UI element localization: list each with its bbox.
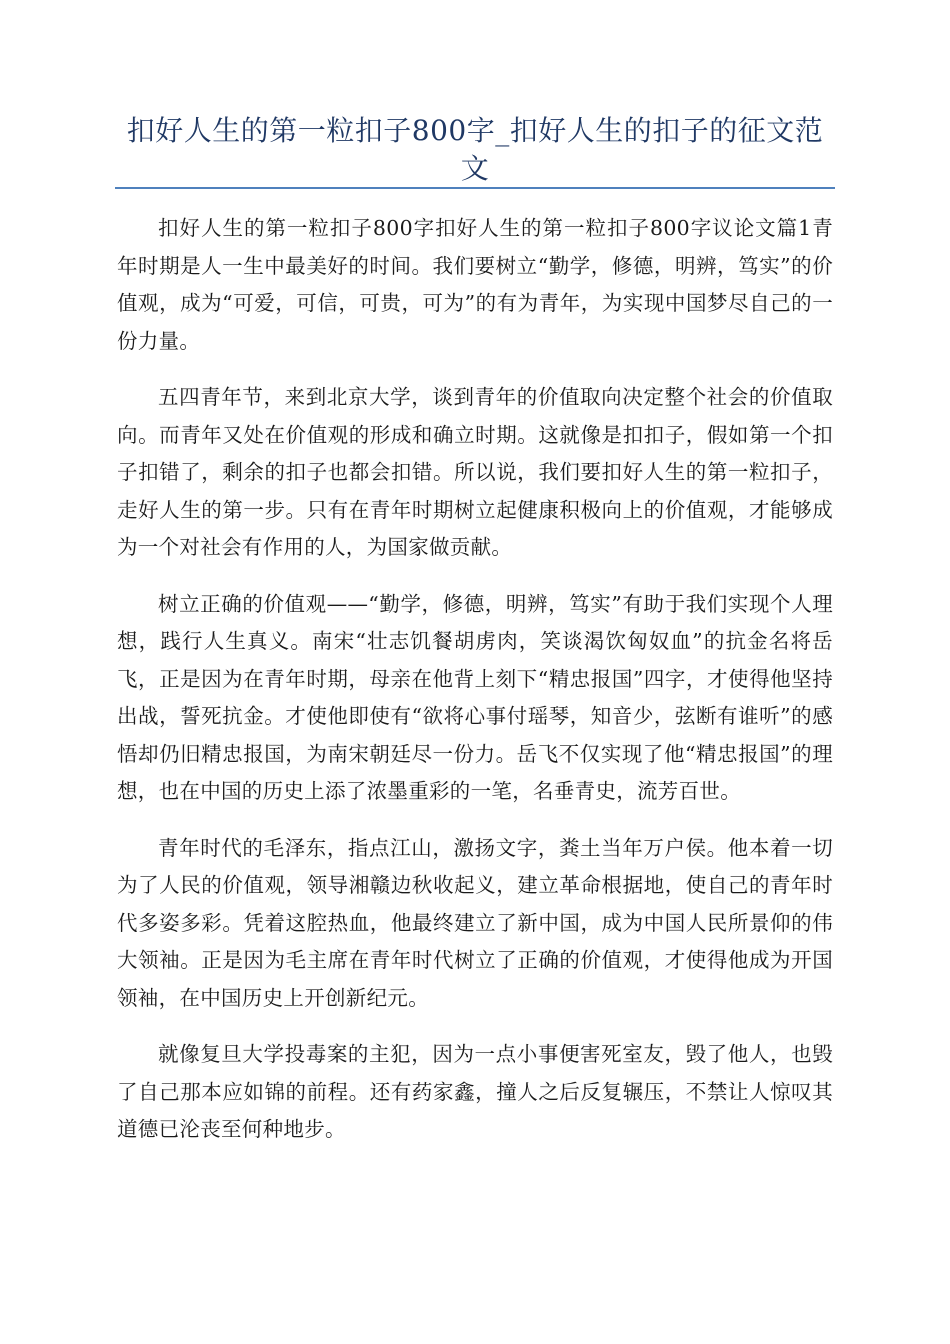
paragraph: 就像复旦大学投毒案的主犯，因为一点小事便害死室友，毁了他人，也毁了自己那本应如锦的前程。还有药家鑫，撞人之后反复辗压，不禁让人惊叹其道德已沦丧至何种地步。 (117, 1042, 833, 1141)
title-underline (115, 187, 835, 189)
paragraph: 扣好人生的第一粒扣子800字扣好人生的第一粒扣子800字议论文篇1青年时期是人一生中最美好的时间。我们要树立“勤学，修德，明辨，笃实”的价值观，成为“可爱，可信，可贵，可为”的有为青年，为实现中国梦尽自己的一份力量。 (117, 216, 833, 353)
document-body (117, 210, 833, 1168)
paragraph: 树立正确的价值观——“勤学，修德，明辨，笃实”有助于我们实现个人理想，践行人生真义。南宋“壮志饥餐胡虏肉，笑谈渴饮匈奴血”的抗金名将岳飞，正是因为在青年时期，母亲在他背上刻下“精忠报国”四字，才使得他坚持出战，誓死抗金。才使他即使有“欲将心事付瑶琴，知音少，弦断有谁听”的感悟却仍旧精忠报国，为南宋朝廷尽一份力。岳飞不仅实现了他“精忠报国”的理想，也在中国的历史上添了浓墨重彩的一笔，名垂青史，流芳百世。 (117, 591, 833, 803)
paragraph: 青年时代的毛泽东，指点江山，激扬文字，粪土当年万户侯。他本着一切为了人民的价值观，领导湘赣边秋收起义，建立革命根据地，使自己的青年时代多姿多彩。凭着这腔热血，他最终建立了新中国，成为中国人民所景仰的伟大领袖。正是因为毛主席在青年时代树立了正确的价值观，才使得他成为开国领袖，在中国历史上开创新纪元。 (117, 835, 833, 1010)
paragraph: 五四青年节，来到北京大学，谈到青年的价值取向决定整个社会的价值取向。而青年又处在价值观的形成和确立时期。这就像是扣扣子，假如第一个扣子扣错了，剩余的扣子也都会扣错。所以说，我们要扣好人生的第一粒扣子，走好人生的第一步。只有在青年时期树立起健康积极向上的价值观，才能够成为一个对社会有作用的人，为国家做贡献。 (117, 385, 833, 559)
document-title: 扣好人生的第一粒扣子800字_扣好人生的扣子的征文范文 (126, 114, 824, 185)
